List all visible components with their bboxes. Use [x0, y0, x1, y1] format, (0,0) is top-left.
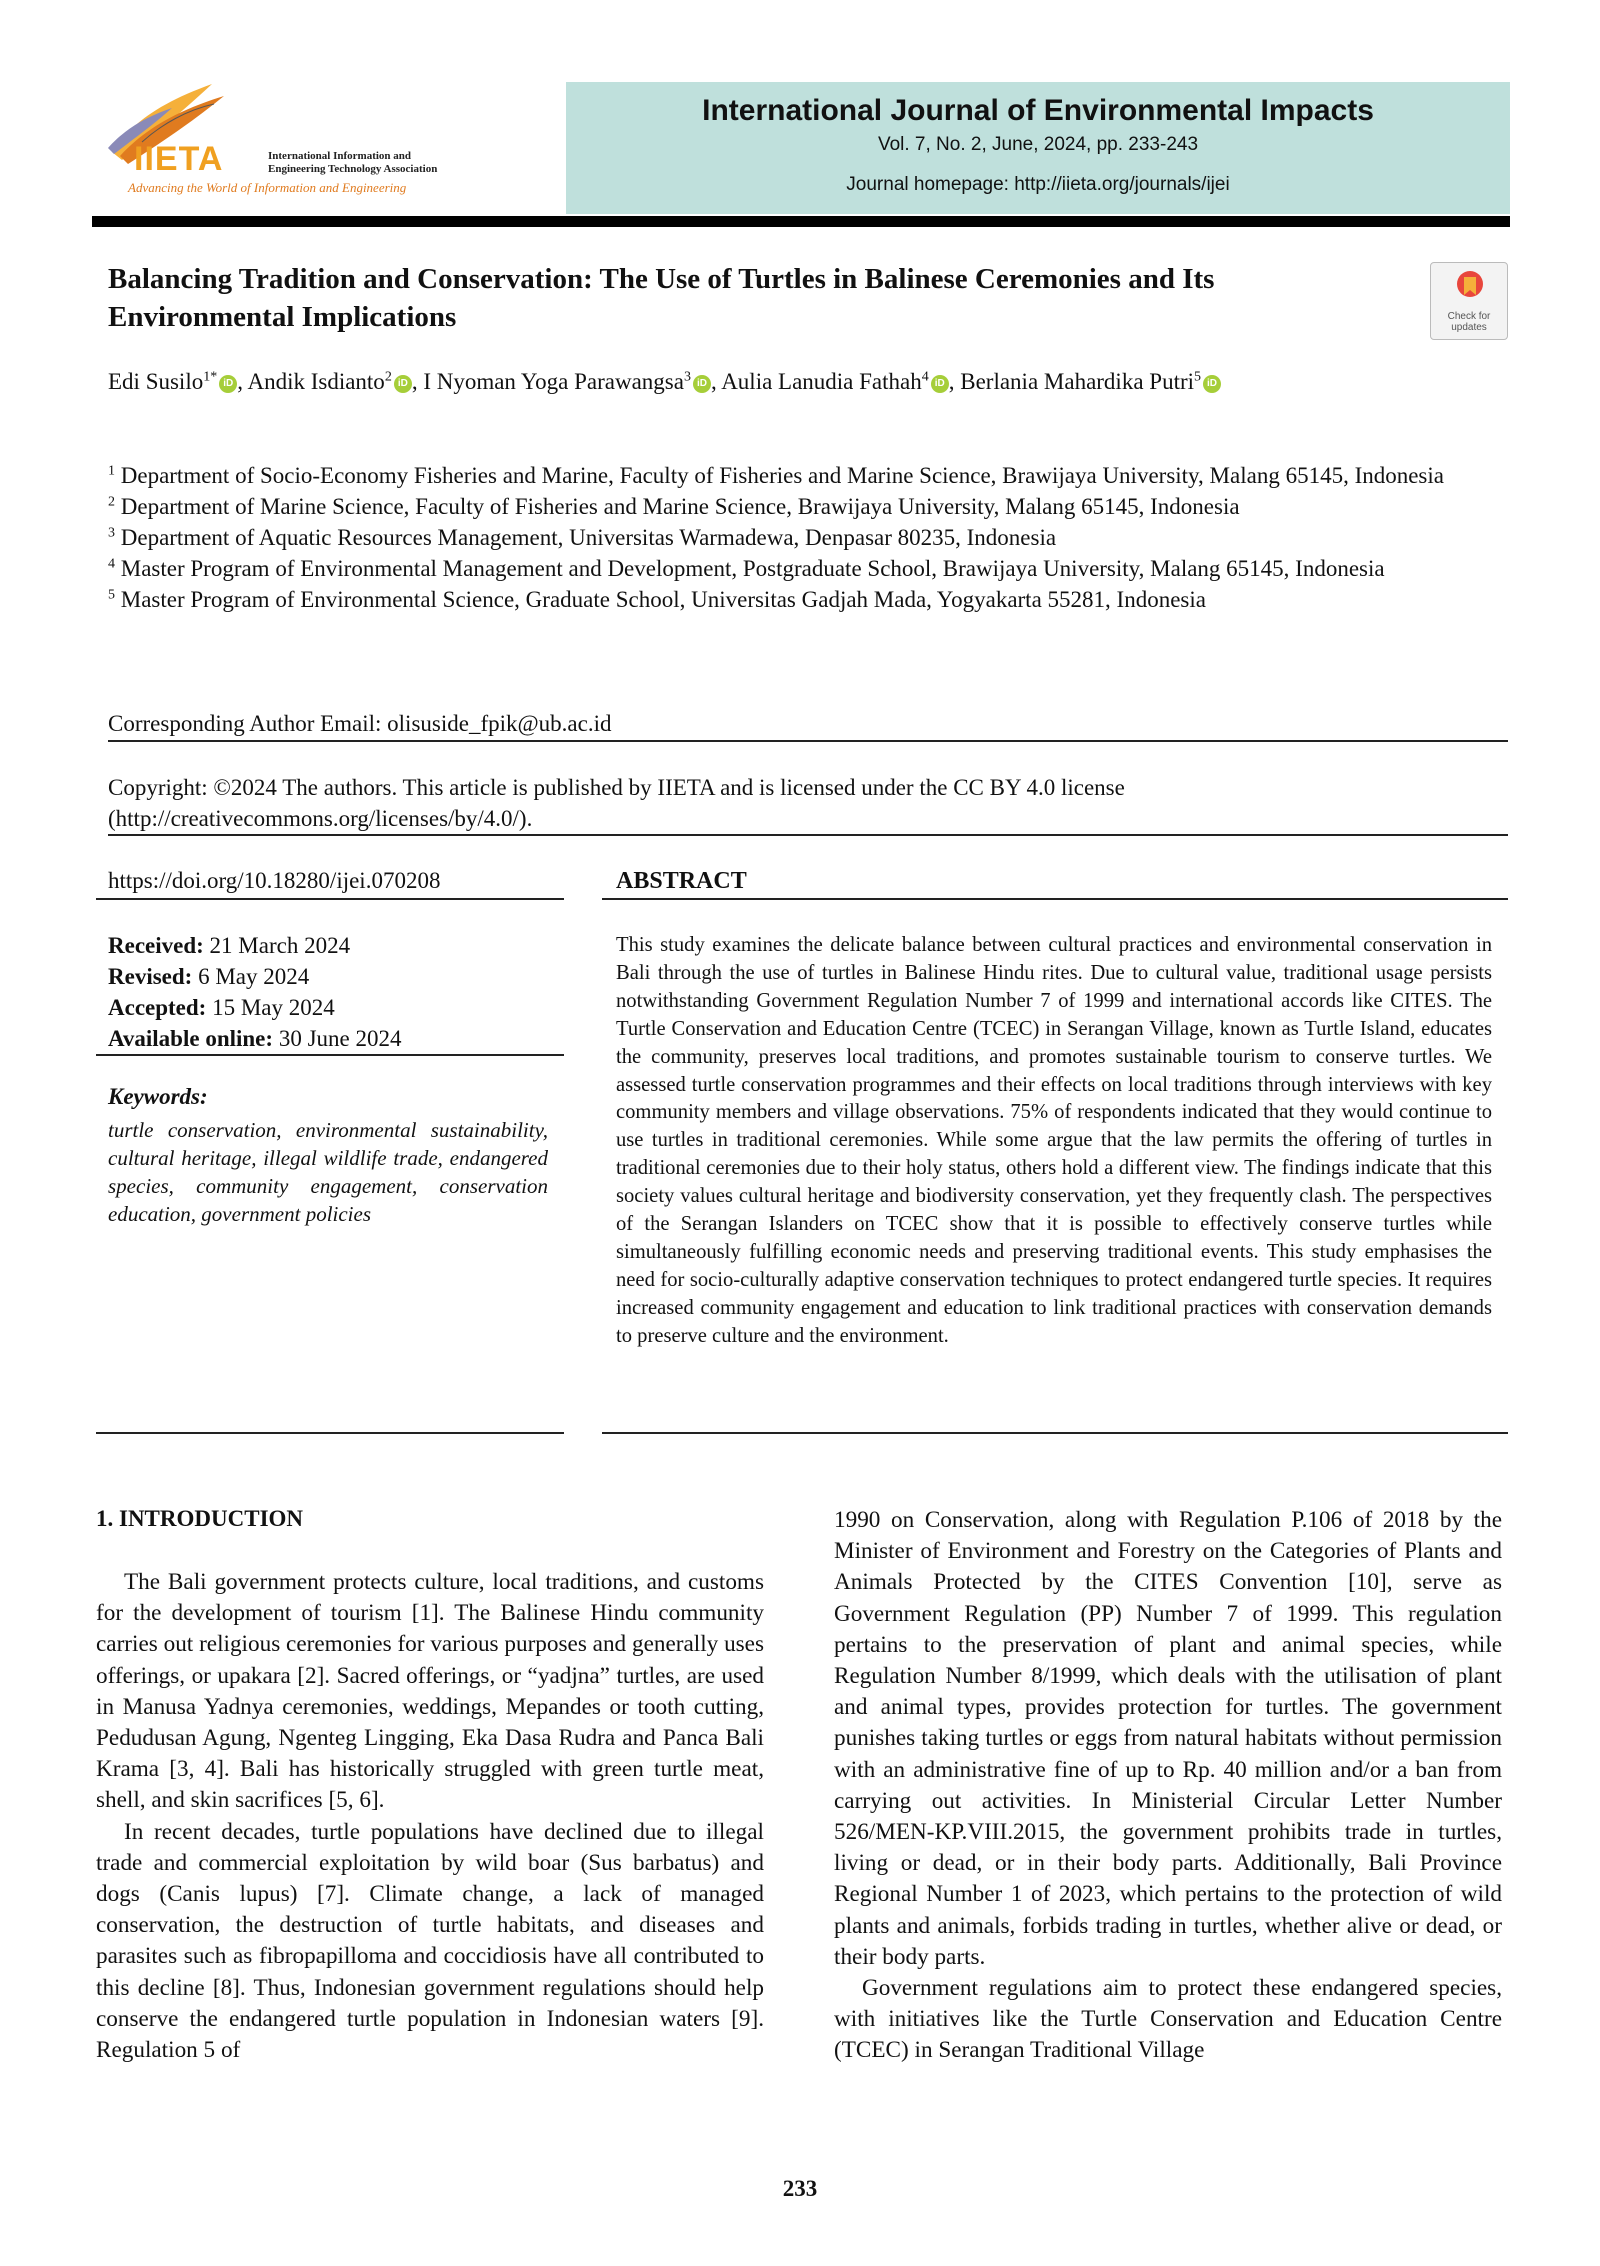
keywords-heading: Keywords: — [108, 1084, 208, 1109]
header-rule — [92, 216, 1510, 227]
orcid-icon[interactable]: iD — [394, 375, 412, 393]
body-paragraph: In recent decades, turtle populations have declined due to illegal trade and commercial exploitation by wild boar (Sus barbatus) and dogs (Canis lupus) [7]. Climate change, a lack of managed conservation, the destruction of turtle habitats, and diseases and parasites such as fibropapilloma and coccidiosis have all contributed to this decline [8]. Thus, Indonesian government regulations should help conserve the endangered turtle population in Indonesian waters [9]. Regulation 5 of — [96, 1818, 764, 2064]
date-received: Received: 21 March 2024 — [108, 933, 351, 958]
orcid-icon[interactable]: iD — [693, 375, 711, 393]
journal-homepage-link[interactable]: Journal homepage: http://iieta.org/journals/ijei — [846, 174, 1230, 195]
orcid-icon[interactable]: iD — [219, 375, 237, 393]
article-dates — [108, 930, 401, 1054]
logo-text: IIETA — [134, 140, 224, 178]
affiliation-item: $^2$ Department of Marine Science, Faculty of Fisheries and Marine Science, Brawijaya University, Malang 65145, Indonesia — [108, 494, 1240, 519]
section-heading: 1. INTRODUCTION — [96, 1506, 304, 1531]
divider — [96, 898, 564, 900]
check-for-updates-button[interactable] — [1430, 262, 1508, 340]
journal-title: International Journal of Environmental Impacts — [702, 94, 1374, 127]
orcid-icon[interactable]: iD — [1203, 375, 1221, 393]
date-revised: Revised: 6 May 2024 — [108, 964, 310, 989]
body-column-right — [834, 1505, 1502, 2067]
abstract-heading: ABSTRACT — [616, 868, 747, 894]
doi-link[interactable]: https://doi.org/10.18280/ijei.070208 — [108, 868, 441, 893]
divider — [108, 740, 1508, 742]
author-entry[interactable]: Aulia Lanudia Fathah$^4$ iD — [721, 369, 949, 394]
body-paragraph: The Bali government protects culture, local traditions, and customs for the development of tourism [1]. The Balinese Hindu community carries out religious ceremonies for various purposes and generally uses offerings, or upakara [2]. Sacred offerings, or “yadjna” turtles, are used in Manusa Yadnya ceremonies, weddings, Mepandes or tooth cutting, Pedudusan Agung, Ngenteg Lingging, Eka Dasa Rudra and Panca Bali Krama [3, 4]. Bali has historically struggled with green turtle meat, shell, and skin sacrifices [5, 6]. — [96, 1569, 764, 1814]
divider — [96, 1432, 564, 1434]
keywords-text: turtle conservation, environmental sustainability, cultural heritage, illegal wildlife trade, endangered species, community engagement, conservation education, government policies — [108, 1118, 548, 1226]
body-column-left — [96, 1567, 764, 2066]
org-name-line1: International Information and — [268, 150, 412, 162]
org-name-line2: Engineering Technology Association — [268, 163, 438, 175]
body-paragraph: Government regulations aim to protect these endangered species, with initiatives like the Turtle Conservation and Education Centre (TCEC) in Serangan Traditional Village — [834, 1975, 1502, 2064]
divider — [602, 898, 1508, 900]
check-for-updates-label: Check for updates — [1447, 311, 1491, 333]
author-entry[interactable]: I Nyoman Yoga Parawangsa$^3$ iD — [423, 369, 711, 394]
paper-title: Balancing Tradition and Conservation: The Use of Turtles in Balinese Ceremonies and Its Environmental Implications — [108, 263, 1215, 333]
affiliation-item: $^4$ Master Program of Environmental Management and Development, Postgraduate School, Brawijaya University, Malang 65145, Indonesia — [108, 556, 1385, 581]
copyright-notice: Copyright: ©2024 The authors. This article is published by IIETA and is licensed under the CC BY 4.0 license (http://creativecommons.org/licenses/by/4.0/). — [108, 775, 1125, 831]
author-entry[interactable]: Edi Susilo$^{1*}$ iD — [108, 369, 237, 394]
page-number: 233 — [782, 2176, 818, 2201]
author-entry[interactable]: Berlania Mahardika Putri$^5$ iD — [960, 369, 1221, 394]
affiliation-item: $^5$ Master Program of Environmental Science, Graduate School, Universitas Gadjah Mada, Yogyakarta 55281, Indonesia — [108, 587, 1206, 612]
abstract-text: This study examines the delicate balance between cultural practices and environmental conservation in Bali through the use of turtles in Balinese Hindu rites. Due to cultural value, traditional usage persists notwithstanding Government Regulation Number 7 of 1999 and international accords like CITES. The Turtle Conservation and Education Centre (TCEC) in Serangan Village, known as Turtle Island, educates the community, preserves local traditions, and promotes sustainable tourism to conserve turtles. We assessed turtle conservation programmes and their effects on local traditions through interviews with key community members and village observations. 75% of respondents indicated that they would continue to use turtles in traditional ceremonies. While some argue that the law permits the offering of turtles in traditional ceremonies due to their holy status, others hold a different view. The findings indicate that this society values cultural heritage and biodiversity conservation, yet they frequently clash. The perspectives of the Serangan Islanders on TCEC show that it is possible to effectively conserve turtles while simultaneously fulfilling economic needs and preserving traditional events. This study emphasises the need for socio-culturally adaptive conservation techniques to protect endangered turtle species. It requires increased community engagement and education to link traditional practices with conservation demands to preserve culture and the environment. — [616, 934, 1492, 1347]
affiliation-item: $^3$ Department of Aquatic Resources Management, Universitas Warmadewa, Denpasar 80235, Indonesia — [108, 525, 1057, 550]
affiliation-list — [108, 460, 1508, 615]
affiliation-item: $^1$ Department of Socio-Economy Fisheries and Marine, Faculty of Fisheries and Marine Science, Brawijaya University, Malang 65145, Indonesia — [108, 463, 1444, 488]
journal-volume: Vol. 7, No. 2, June, 2024, pp. 233-243 — [877, 134, 1199, 155]
date-accepted: Accepted: 15 May 2024 — [108, 995, 335, 1020]
publisher-logo — [100, 82, 500, 200]
divider — [602, 1432, 1508, 1434]
bookmark-icon — [1455, 269, 1485, 307]
date-online: Available online: 30 June 2024 — [108, 1026, 402, 1051]
author-entry[interactable]: Andik Isdianto$^2$ iD — [247, 369, 411, 394]
logo-tagline: Advancing the World of Information and Engineering — [128, 180, 407, 195]
divider — [96, 1054, 564, 1056]
corresponding-author-email[interactable]: Corresponding Author Email: olisuside_fpik@ub.ac.id — [108, 711, 612, 736]
divider — [108, 834, 1508, 836]
orcid-icon[interactable]: iD — [931, 375, 949, 393]
journal-header-box — [566, 82, 1510, 214]
body-paragraph: 1990 on Conservation, along with Regulation P.106 of 2018 by the Minister of Environment and Forestry on the Categories of Plants and Animals Protected by the CITES Convention [10], serve as Government Regulation (PP) Number 7 of 1999. This regulation pertains to the preservation of plant and animal species, while Regulation Number 8/1999, which deals with the utilisation of plant and animal types, provides protection for turtles. The government punishes taking turtles or eggs from natural habitats without permission with an administrative fine of up to Rp. 40 million and/or a ban from carrying out activities. In Ministerial Circular Letter Number 526/MEN-KP.VIII.2015, the government prohibits trade in turtles, living or dead, or in their body parts. Additionally, Bali Province Regional Number 1 of 2023, which pertains to the protection of wild plants and animals, forbids trading in turtles, whether alive or dead, or their body parts. — [834, 1507, 1502, 1970]
author-list: Edi Susilo$^{1*}$ iD , Andik Isdianto$^2$ iD , I Nyoman Yoga Parawangsa$^3$ iD , Aulia Lanudia Fathah$^4$ iD , Berlania Mahardika Putri$^5$ iD — [108, 366, 1448, 397]
